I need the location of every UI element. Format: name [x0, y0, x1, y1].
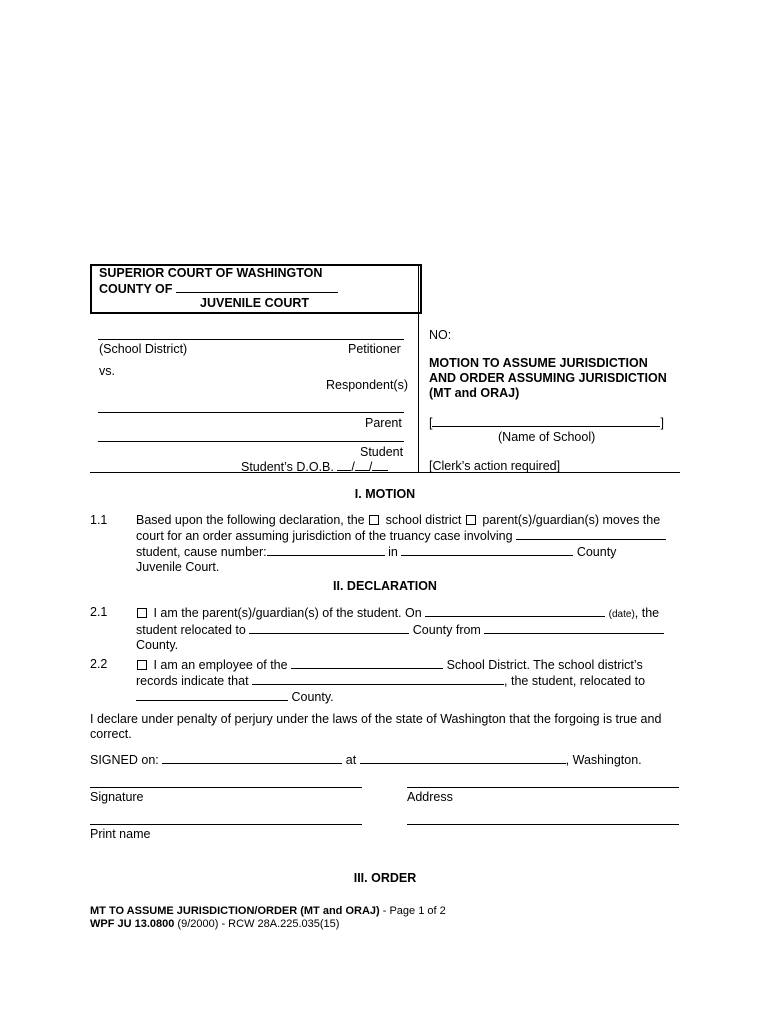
relocated-from-county-blank[interactable]: [484, 622, 664, 634]
print-name-line[interactable]: [90, 824, 362, 825]
student-label: Student: [360, 445, 404, 459]
records-student-blank[interactable]: [252, 673, 504, 685]
cause-number-blank[interactable]: [267, 544, 385, 556]
dob-year-blank[interactable]: [372, 459, 388, 471]
employee-declaration-checkbox[interactable]: [137, 660, 147, 670]
document-title-3: (MT and ORAJ): [429, 386, 520, 400]
declaration-number-2: 2.2: [90, 657, 108, 671]
school-district-checkbox[interactable]: [369, 515, 379, 525]
signature-line[interactable]: [90, 787, 362, 788]
dob-day-blank[interactable]: [355, 459, 369, 471]
signed-date-blank[interactable]: [162, 752, 342, 764]
motion-county-blank[interactable]: [401, 544, 573, 556]
student-line[interactable]: [98, 441, 404, 442]
student-dob: Student’s D.O.B. / /: [241, 459, 388, 474]
county-blank[interactable]: [176, 281, 338, 293]
caption-divider: [418, 264, 419, 472]
print-name-label: Print name: [90, 827, 151, 841]
declaration-paragraph-1: I am the parent(s)/guardian(s) of the student. On (date), the student relocated to County from County.: [136, 605, 664, 653]
records-county-blank[interactable]: [136, 689, 288, 701]
court-line-2: COUNTY OF: [99, 281, 338, 296]
declaration-number-1: 2.1: [90, 605, 108, 619]
parent-declaration-checkbox[interactable]: [137, 608, 147, 618]
declaration-paragraph-2: I am an employee of the School District. The school district’s records indicate that , the student, relocated to County.: [136, 658, 646, 704]
school-district-line[interactable]: [98, 339, 404, 340]
address-label: Address: [407, 790, 453, 804]
school-district-name-blank[interactable]: [291, 657, 443, 669]
court-line-1: SUPERIOR COURT OF WASHINGTON: [99, 266, 323, 280]
motion-number: 1.1: [90, 513, 108, 527]
order-heading: III. ORDER: [353, 871, 417, 885]
caption-bottom-rule: [90, 472, 680, 473]
address-line[interactable]: [407, 787, 679, 788]
petitioner-label: Petitioner: [348, 342, 401, 356]
declaration-heading: II. DECLARATION: [333, 579, 437, 593]
parent-guardian-checkbox[interactable]: [466, 515, 476, 525]
perjury-statement: I declare under penalty of perjury under the laws of the state of Washington that the forgoing is true and correct.: [90, 712, 662, 741]
motion-paragraph: Based upon the following declaration, the school district parent(s)/guardian(s) moves the court for an order assuming jurisdiction of the truancy case involving student, cause number: in County Juvenile Court.: [136, 513, 666, 575]
relocated-to-county-blank[interactable]: [249, 622, 409, 634]
signed-place-blank[interactable]: [360, 752, 566, 764]
student-name-blank[interactable]: [516, 528, 666, 540]
case-number-label: NO:: [429, 328, 452, 342]
signature-label: Signature: [90, 790, 144, 804]
dob-month-blank[interactable]: [337, 459, 351, 471]
motion-heading: I. MOTION: [354, 487, 416, 501]
vs-label: vs.: [99, 364, 115, 378]
clerk-action: [Clerk’s action required]: [429, 459, 561, 473]
page-footer: MT TO ASSUME JURISDICTION/ORDER (MT and ORAJ) - Page 1 of 2 WPF JU 13.0800 (9/2000) - RCW 28A.225.035(15): [90, 905, 446, 930]
parent-label: Parent: [365, 416, 402, 430]
address-line-2[interactable]: [407, 824, 679, 825]
relocation-date-blank[interactable]: [425, 605, 605, 617]
respondents-label: Respondent(s): [326, 378, 408, 392]
school-district-label: (School District): [99, 342, 188, 356]
school-name-label: (Name of School): [498, 430, 596, 444]
court-line-3: JUVENILE COURT: [200, 296, 310, 310]
parent-line[interactable]: [98, 412, 404, 413]
school-name-field: [ ]: [429, 416, 664, 430]
signed-line: SIGNED on: at , Washington.: [90, 753, 642, 767]
school-name-blank[interactable]: [432, 415, 660, 427]
document-title-2: AND ORDER ASSUMING JURISDICTION: [429, 371, 667, 385]
document-title-1: MOTION TO ASSUME JURISDICTION: [429, 356, 648, 370]
